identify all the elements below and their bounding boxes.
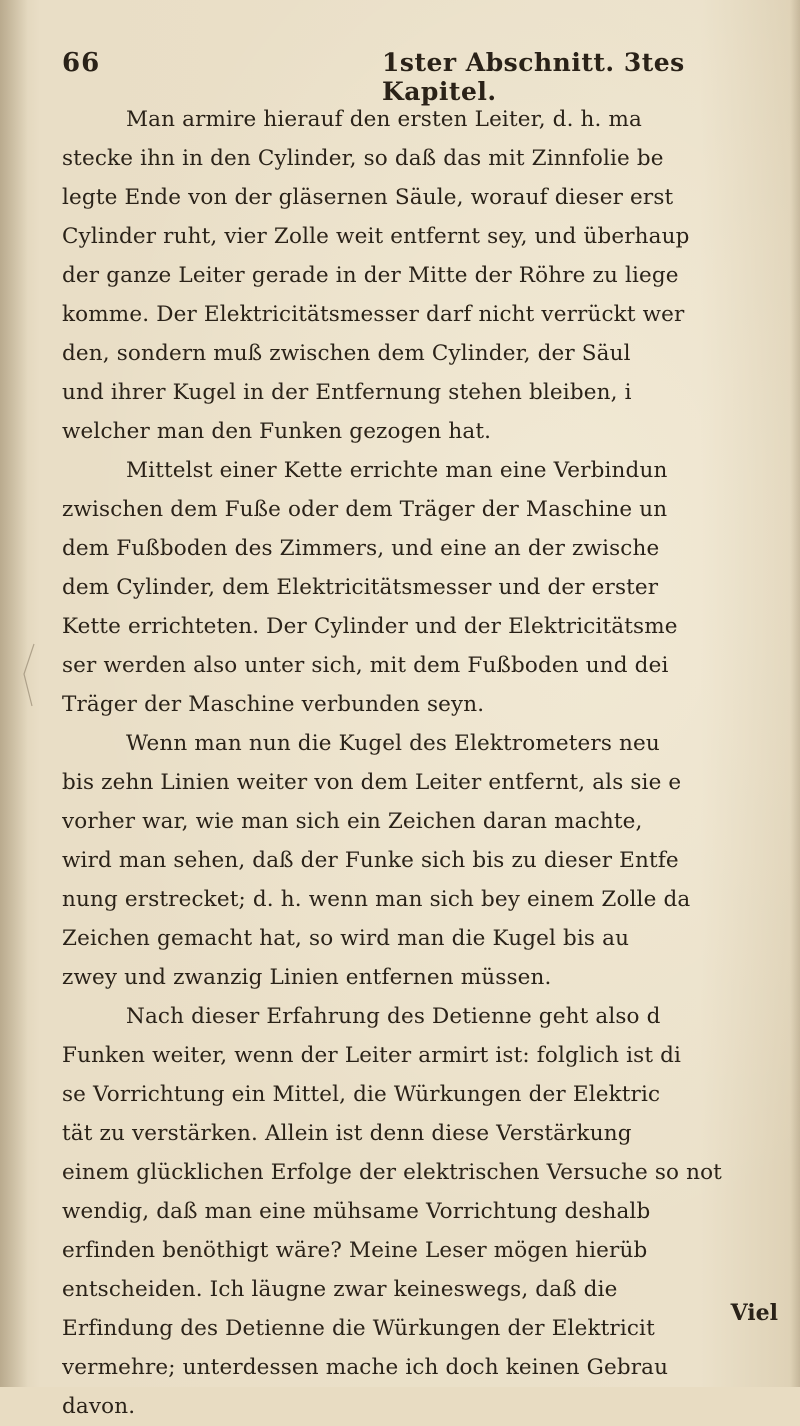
text-line: nung erstrecket; d. h. wenn man sich bey einem Zolle da <box>62 887 691 912</box>
text-line: zwischen dem Fuße oder dem Träger der Maschine un <box>62 497 668 522</box>
text-line: ser werden also unter sich, mit dem Fußboden und dei <box>62 653 669 678</box>
text-line: tät zu verstärken. Allein ist denn diese Verstärkung <box>62 1121 632 1146</box>
text-line: entscheiden. Ich läugne zwar keineswegs, daß die <box>62 1277 618 1302</box>
text-line: der ganze Leiter gerade in der Mitte der Röhre zu liege <box>62 263 679 288</box>
text-line: vermehre; unterdessen mache ich doch keinen Gebrau <box>62 1355 669 1380</box>
text-line: bis zehn Linien weiter von dem Leiter entfernt, als sie e <box>62 770 682 795</box>
text-line: stecke ihn in den Cylinder, so daß das mit Zinnfolie be <box>62 146 664 171</box>
running-head: 1ster Abschnitt. 3tes Kapitel. <box>382 48 685 106</box>
text-line: Mittelst einer Kette errichte man eine Verbindun <box>126 458 668 483</box>
text-line: dem Fußboden des Zimmers, und eine an der zwische <box>62 536 660 561</box>
text-line: den, sondern muß zwischen dem Cylinder, der Säul <box>62 341 631 366</box>
text-line: Funken weiter, wenn der Leiter armirt ist: folglich ist di <box>62 1043 682 1068</box>
text-line: wendig, daß man eine mühsame Vorrichtung deshalb <box>62 1199 651 1224</box>
text-line: Nach dieser Erfahrung des Detienne geht also d <box>126 1004 661 1029</box>
text-line: Kette errichteten. Der Cylinder und der Elektricitätsme <box>62 614 678 639</box>
text-line: Zeichen gemacht hat, so wird man die Kugel bis au <box>62 926 630 951</box>
text-line: Träger der Maschine verbunden seyn. <box>62 692 485 717</box>
text-line: Wenn man nun die Kugel des Elektrometers neu <box>126 731 660 756</box>
text-line: davon. <box>62 1394 136 1419</box>
catchword: Viel <box>730 1300 778 1326</box>
page-header <box>62 44 782 106</box>
text-line: dem Cylinder, dem Elektricitätsmesser und der erster <box>62 575 659 600</box>
text-line: einem glücklichen Erfolge der elektrischen Versuche so not <box>62 1160 722 1185</box>
text-line: vorher war, wie man sich ein Zeichen daran machte, <box>62 809 643 834</box>
text-line: se Vorrichtung ein Mittel, die Würkungen der Elektric <box>62 1082 661 1107</box>
text-line: legte Ende von der gläsernen Säule, worauf dieser erst <box>62 185 674 210</box>
text-line: welcher man den Funken gezogen hat. <box>62 419 492 444</box>
text-line: Erfindung des Detienne die Würkungen der Elektricit <box>62 1316 655 1341</box>
text-line: erfinden benöthigt wäre? Meine Leser mögen hierüb <box>62 1238 648 1263</box>
margin-pencil-mark <box>12 640 42 710</box>
page-number: 66 <box>62 48 101 78</box>
body-text <box>62 100 784 1426</box>
text-line: zwey und zwanzig Linien entfernen müssen. <box>62 965 552 990</box>
text-line: Cylinder ruht, vier Zolle weit entfernt sey, und überhaup <box>62 224 690 249</box>
text-line: komme. Der Elektricitätsmesser darf nicht verrückt wer <box>62 302 685 327</box>
page-edge-shadow <box>790 0 800 1387</box>
text-line: Man armire hierauf den ersten Leiter, d. h. ma <box>126 107 643 132</box>
text-line: wird man sehen, daß der Funke sich bis zu dieser Entfe <box>62 848 679 873</box>
text-line: und ihrer Kugel in der Entfernung stehen bleiben, i <box>62 380 632 405</box>
